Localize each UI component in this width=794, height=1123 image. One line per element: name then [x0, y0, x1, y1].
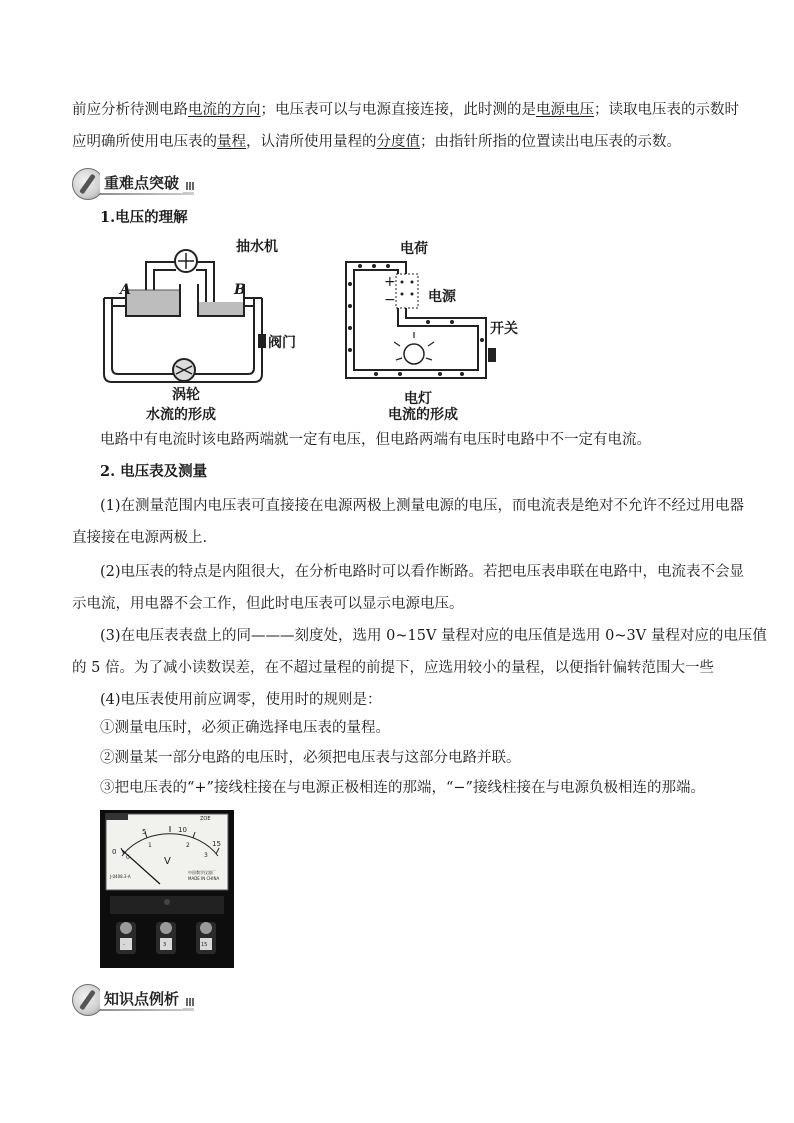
paragraph-3b: 的 5 倍。为了减小读数误差，在不超过量程的前提下，应选用较小的量程，以便指针偏转范围大一些 [72, 660, 714, 676]
intro-line-2 [72, 132, 681, 152]
water-caption: 水流的形成 [146, 407, 216, 423]
voltmeter-photo [100, 810, 234, 968]
tank-a-label: A [120, 282, 131, 298]
minus-sign: − [384, 292, 396, 308]
rule-2: ②测量某一部分电路的电压时，必须把电压表与这部分电路并联。 [100, 750, 521, 766]
part1-heading: 1.电压的理解 [100, 209, 188, 226]
model-label: J-0408.3-A [110, 874, 131, 879]
left-water [127, 290, 179, 315]
terminal-label-minus: - [123, 942, 125, 948]
intro-text: ；读取电压表的示数时 [594, 102, 739, 118]
scale-upper-0: 0 [112, 848, 117, 856]
water-flow-diagram [92, 236, 306, 394]
paragraph-2a: (2)电压表的特点是内阻很大，在分析电路时可以看作断路。若把电压表串联在电路中，电流表不会显 [100, 564, 745, 580]
section-banner-key-points [72, 168, 194, 198]
part2-heading: 2. 电压表及测量 [100, 463, 208, 480]
switch-icon [488, 348, 496, 362]
lamp-label: 电灯 [404, 391, 432, 407]
paragraph-1b: 直接接在电源两极上. [72, 530, 208, 546]
source-box [396, 274, 418, 308]
section-banner-examples [72, 984, 194, 1014]
scale-upper-5: 5 [142, 828, 147, 836]
turbine-label: 涡轮 [172, 387, 200, 403]
maker-label: 中国教学仪器厂 [188, 870, 216, 875]
made-in-label: MADE IN CHINA [188, 876, 220, 881]
paragraph-2b: 示电流，用电器不会工作，但此时电压表可以显示电源电压。 [72, 596, 464, 612]
intro-text: ，认清所使用量程的 [246, 134, 377, 150]
tank-b-label: B [234, 282, 246, 298]
unit-label: V [164, 856, 171, 867]
intro-underlined: 电流的方向 [188, 102, 261, 118]
intro-underlined: 电源电压 [536, 102, 594, 118]
intro-underlined: 量程 [217, 134, 246, 150]
lamp-icon [404, 344, 424, 364]
intro-text: 前应分析待测电路 [72, 102, 188, 118]
section-title: 重难点突破 [100, 172, 183, 193]
intro-text: 应明确所使用电压表的 [72, 134, 217, 150]
rule-3: ③把电压表的“+”接线柱接在与电源正极相连的那端，“−”接线柱接在与电源负极相连的那端。 [100, 780, 705, 796]
intro-text: ；电压表可以与电源直接连接，此时测的是 [260, 102, 536, 118]
scale-lower-0: 0 [126, 854, 130, 861]
source-label: 电源 [428, 289, 456, 305]
plus-sign: + [384, 274, 396, 290]
scale-lower-2: 2 [186, 842, 190, 849]
intro-text: ；由指针所指的位置读出电压表的示数。 [420, 134, 681, 150]
circuit-caption: 电流的形成 [388, 407, 458, 423]
paragraph-3a: (3)在电压表表盘上的同———刻度处，选用 0~15V 量程对应的电压值是选用 0~3V 量程对应的电压值 [100, 628, 767, 644]
banner-mark-icon [186, 998, 194, 1006]
terminal-label-3: 3 [163, 942, 167, 948]
banner-mark-icon [186, 182, 194, 190]
top-right-mark: ZOE [200, 816, 211, 822]
scale-upper-10: 10 [178, 826, 187, 834]
terminal-label-15: 15 [201, 942, 208, 948]
valve-label: 阀门 [268, 335, 296, 351]
pump-label: 抽水机 [236, 239, 278, 255]
section-title: 知识点例析 [100, 988, 183, 1009]
scale-upper-15: 15 [212, 840, 221, 848]
paragraph-1a: (1)在测量范围内电压表可直接接在电源两极上测量电源的电压，而电流表是绝对不允许不经过用电器 [100, 498, 745, 514]
circuit-diagram [336, 254, 506, 390]
valve-icon [258, 334, 266, 348]
intro-line-1 [72, 100, 739, 120]
rule-1: ①测量电压时，必须正确选择电压表的量程。 [100, 720, 390, 736]
intro-underlined: 分度值 [376, 134, 420, 150]
scale-lower-3: 3 [204, 852, 208, 859]
switch-label: 开关 [490, 321, 518, 337]
right-water [199, 302, 243, 315]
paragraph-4: (4)电压表使用前应调零，使用时的规则是： [100, 692, 382, 708]
part1-note: 电路中有电流时该电路两端就一定有电压，但电路两端有电压时电路中不一定有电流。 [100, 432, 651, 448]
scale-lower-1: 1 [148, 842, 152, 849]
charge-label: 电荷 [400, 241, 428, 257]
